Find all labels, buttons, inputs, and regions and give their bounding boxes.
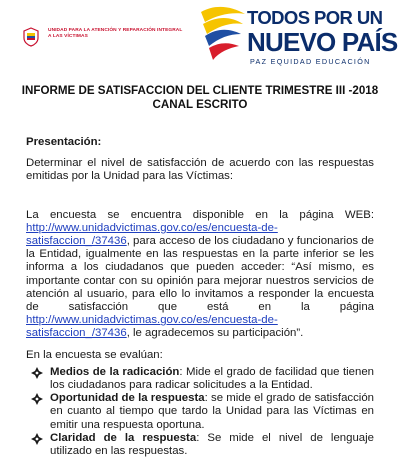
report-title-line2: CANAL ESCRITO	[152, 98, 248, 111]
evaluation-item	[26, 432, 374, 458]
evaluation-item	[26, 392, 374, 432]
colombia-crest-icon	[22, 27, 40, 47]
survey-link-1[interactable]: http://www.unidadvictimas.gov.co/es/encuesta-de-satisfaccion_/37436	[26, 221, 278, 248]
document-header	[0, 0, 400, 75]
survey-paragraph	[26, 209, 374, 341]
campaign-tagline: PAZ EQUIDAD EDUCACIÓN	[250, 57, 371, 66]
survey-closing-text: , le agradecemos su participación”.	[126, 327, 304, 340]
evaluation-desc: : Se mide el nivel de lenguaje utilizado en las respuestas.	[50, 431, 374, 458]
evaluation-desc: : Mide el grado de facilidad que tienen los ciudadanos para radicar solicitudes a la Entidad.	[50, 365, 374, 392]
tricolor-swoosh-icon	[197, 2, 249, 64]
survey-link-2[interactable]: http://www.unidadvictimas.gov.co/es/encuesta-de-satisfaccion_/37436	[26, 314, 278, 340]
evaluation-item	[26, 366, 374, 392]
presentacion-heading: Presentación:	[26, 136, 102, 148]
evaluation-lead: En la encuesta se evalúan:	[26, 348, 163, 361]
gov-logo-text: UNIDAD PARA LA ATENCIÓN Y REPARACIÓN INTEGRAL A LAS VÍCTIMAS	[48, 28, 183, 39]
document-body	[26, 136, 374, 458]
report-title	[0, 84, 400, 112]
evaluation-term: Medios de la radicación	[50, 365, 180, 378]
evaluation-list	[26, 366, 374, 458]
diamond-bullet-icon	[31, 367, 43, 379]
survey-intro: La encuesta se encuentra disponible en la página WEB:	[26, 208, 374, 221]
evaluation-term: Claridad de la respuesta	[50, 431, 197, 444]
presentacion-text: Determinar el nivel de satisfacción de acuerdo con las respuestas emitidas por la Unidad para las Víctimas:	[26, 157, 374, 183]
campaign-slogan-line2: NUEVO PAÍS	[247, 27, 398, 57]
diamond-bullet-icon	[31, 433, 43, 445]
campaign-logo	[197, 2, 397, 70]
evaluation-term: Oportunidad de la respuesta	[50, 392, 205, 405]
unidad-victimas-logo	[22, 26, 183, 50]
evaluation-desc: : se mide el grado de satisfacción en cuanto al tiempo que tardo la Unidad para las Víctimas en emitir una respuesta oportuna.	[50, 392, 374, 431]
campaign-slogan-line1: TODOS POR UN	[247, 7, 383, 28]
diamond-bullet-icon	[31, 393, 43, 405]
survey-middle-text: , para acceso de los ciudadano y funcionarios de la Entidad, igualmente en las respuestas en la parte inferior se les informa a los ciudadanos que pueden acceder: “Así mismo, es importante contar con su opinión para mejorar nuestros servicios de atención al usuario, para ello lo invitamos a responder la encuesta de satisfacción que está en la página	[26, 235, 374, 314]
report-title-line1: INFORME DE SATISFACCION DEL CLIENTE TRIMESTRE III -2018	[21, 84, 379, 97]
